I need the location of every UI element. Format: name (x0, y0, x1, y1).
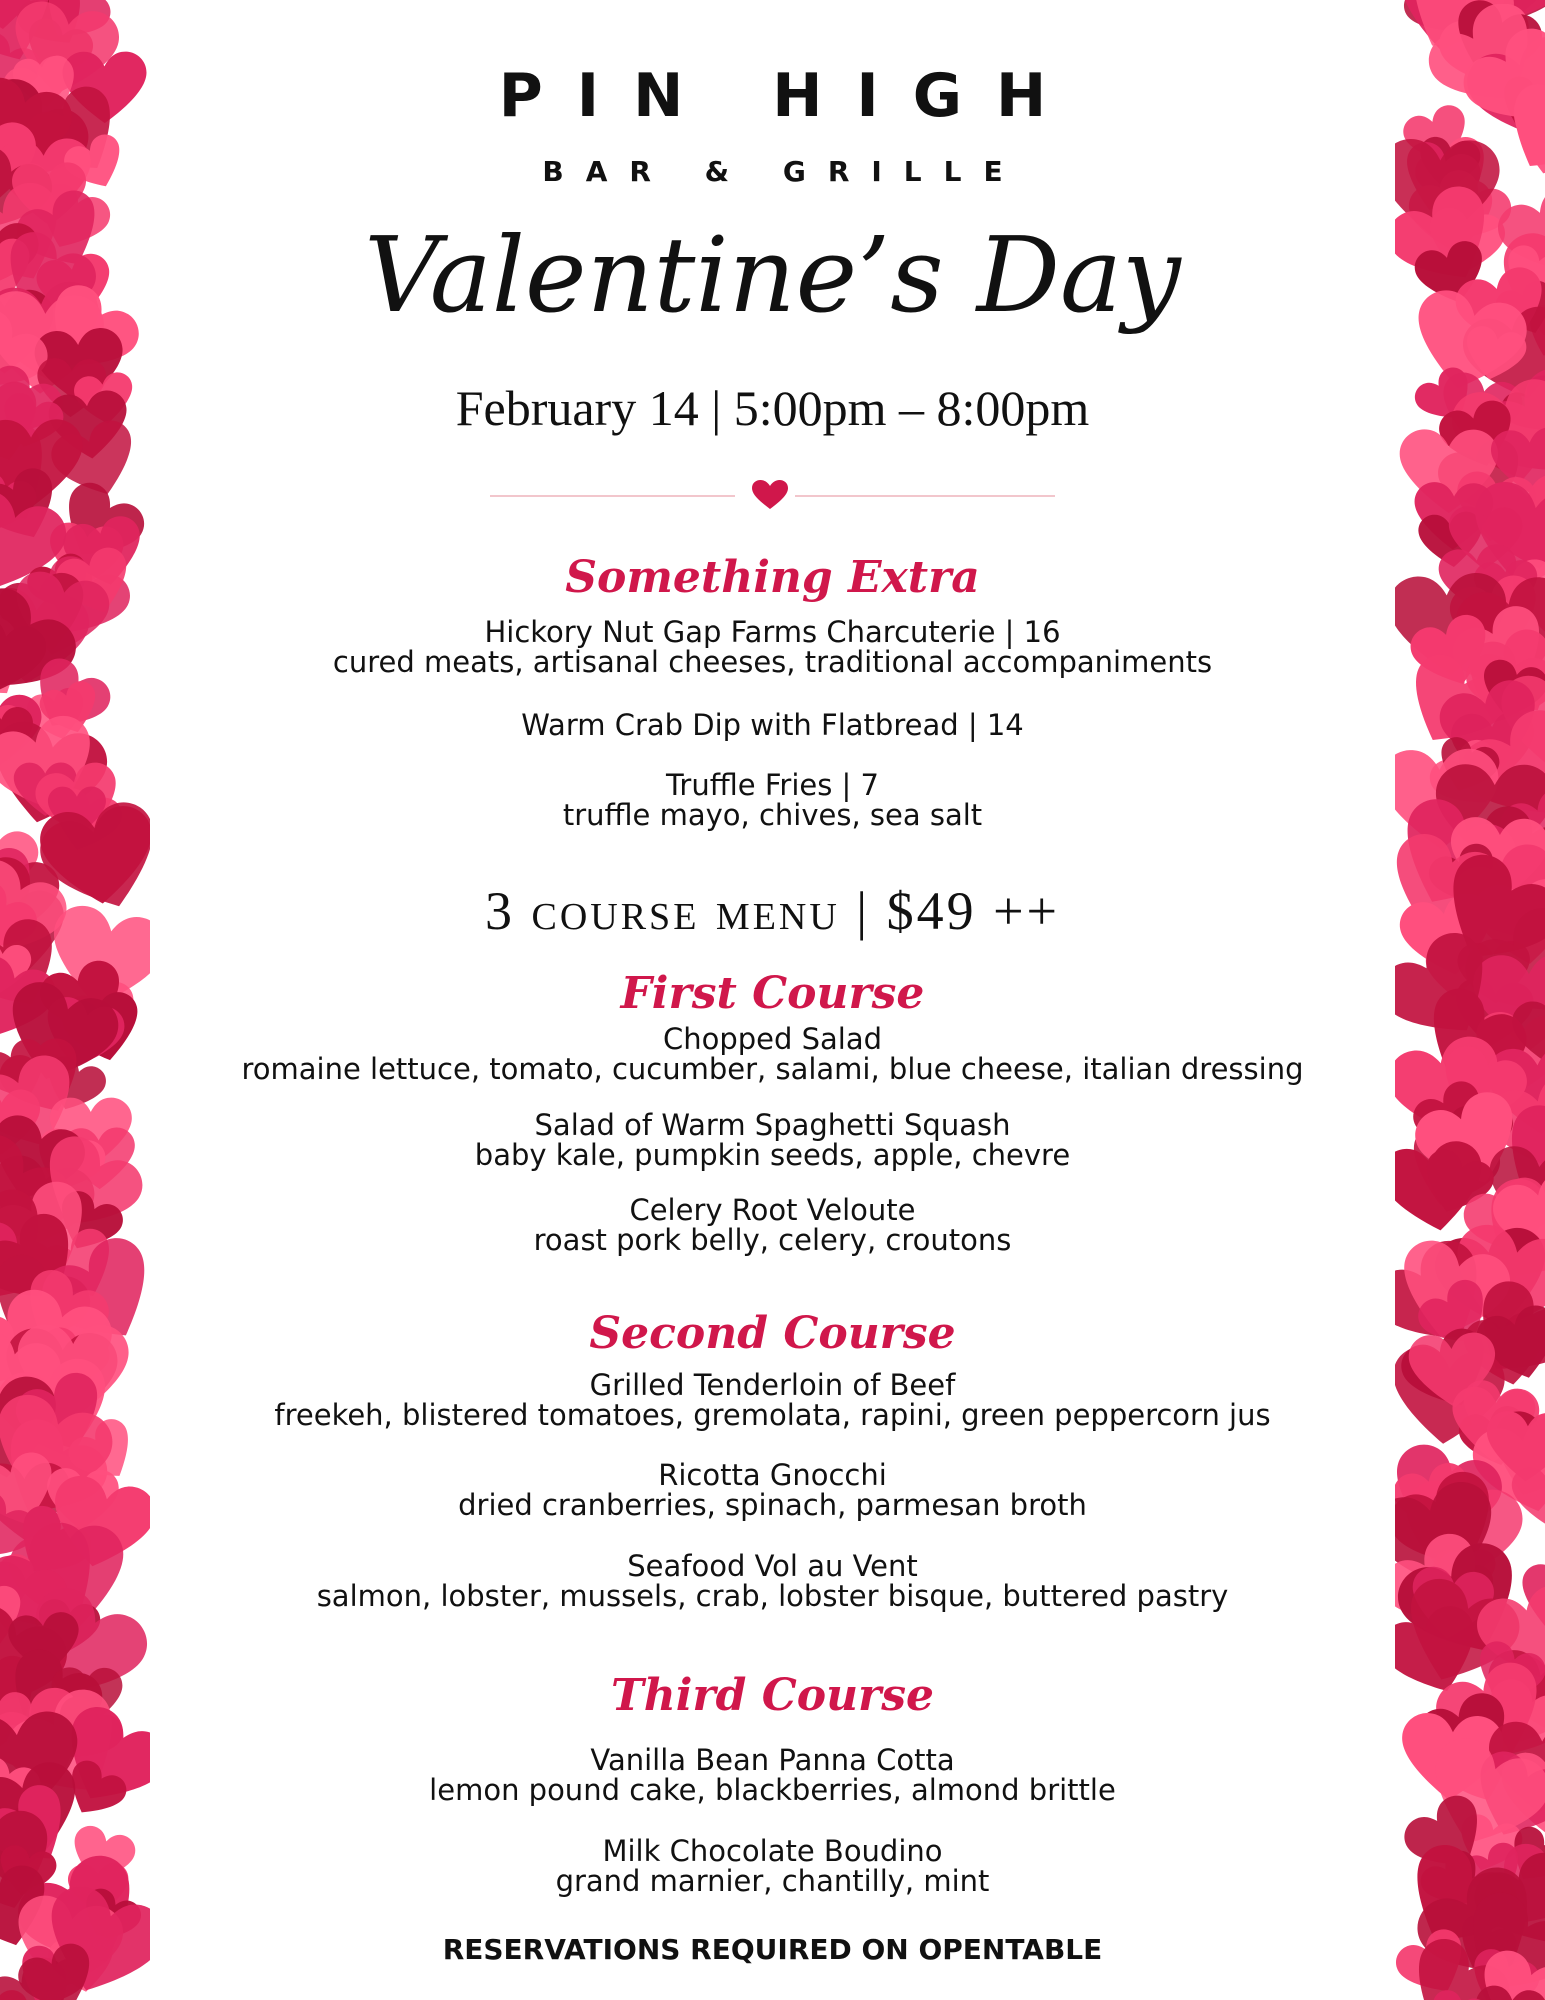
menu-item (160, 1110, 1385, 1170)
menu-item-name: Grilled Tenderloin of Beef (589, 1368, 956, 1402)
menu-item (160, 1836, 1385, 1896)
right-hearts-border (1395, 0, 1545, 2000)
menu-item-name: Salad of Warm Spaghetti Squash (534, 1108, 1011, 1142)
divider-line-left (490, 495, 735, 497)
menu-item (160, 1460, 1385, 1520)
menu-item-name: Ricotta Gnocchi (658, 1458, 887, 1492)
menu-item (160, 1024, 1385, 1084)
menu-item-description: dried cranberries, spinach, parmesan broth (458, 1488, 1087, 1522)
menu-item-description: grand marnier, chantilly, mint (555, 1864, 990, 1898)
hearts-left-svg (0, 0, 150, 2000)
menu-item-description: truffle mayo, chives, sea salt (562, 798, 983, 832)
menu-item-description: salmon, lobster, mussels, crab, lobster bisque, buttered pastry (316, 1579, 1229, 1613)
section-heading-first-course: First Course (620, 968, 925, 1019)
menu-item-description: roast pork belly, celery, croutons (533, 1223, 1012, 1257)
heart-icon (750, 480, 790, 510)
menu-item-name: Warm Crab Dip with Flatbread | 14 (521, 708, 1024, 742)
menu-item-description: lemon pound cake, blackberries, almond brittle (429, 1773, 1116, 1807)
section-heading-third-course: Third Course (610, 1670, 935, 1721)
menu-item-description: baby kale, pumpkin seeds, apple, chevre (474, 1138, 1071, 1172)
menu-item (160, 1745, 1385, 1805)
menu-item (160, 710, 1385, 740)
menu-item-name: Milk Chocolate Boudino (602, 1834, 943, 1868)
divider-line-right (795, 495, 1055, 497)
menu-item-description: freekeh, blistered tomatoes, gremolata, rapini, green peppercorn jus (274, 1398, 1271, 1432)
menu-item-name: Truffle Fries | 7 (665, 768, 879, 802)
menu-item-name: Chopped Salad (662, 1022, 883, 1056)
section-heading-second-course: Second Course (589, 1308, 956, 1359)
brand-subtitle: BAR & GRILLE (542, 155, 1025, 188)
menu-item-description: cured meats, artisanal cheeses, traditional accompaniments (332, 645, 1213, 679)
menu-item (160, 617, 1385, 677)
menu-item (160, 1551, 1385, 1611)
hearts-right-svg (1395, 0, 1545, 2000)
event-title: Valentine’s Day (364, 214, 1181, 336)
menu-item-name: Seafood Vol au Vent (627, 1549, 918, 1583)
menu-item (160, 1195, 1385, 1255)
menu-item (160, 770, 1385, 830)
menu-item (160, 1370, 1385, 1430)
section-heading-something-extra: Something Extra (565, 552, 980, 603)
brand-name: PIN HIGH (498, 61, 1081, 131)
heart-divider (490, 480, 1055, 510)
event-date-time: February 14 | 5:00pm – 8:00pm (455, 380, 1090, 436)
course-menu-label: 3 course menu (484, 881, 840, 941)
reservations-note: RESERVATIONS REQUIRED ON OPENTABLE (442, 1933, 1103, 1966)
menu-item-name: Celery Root Veloute (629, 1193, 916, 1227)
course-menu-price: | $49 ++ (856, 881, 1061, 941)
menu-item-description: romaine lettuce, tomato, cucumber, salami, blue cheese, italian dressing (241, 1052, 1304, 1086)
left-hearts-border (0, 0, 150, 2000)
menu-item-name: Hickory Nut Gap Farms Charcuterie | 16 (484, 615, 1061, 649)
menu-item-name: Vanilla Bean Panna Cotta (590, 1743, 955, 1777)
course-menu-price-line (160, 880, 1385, 942)
